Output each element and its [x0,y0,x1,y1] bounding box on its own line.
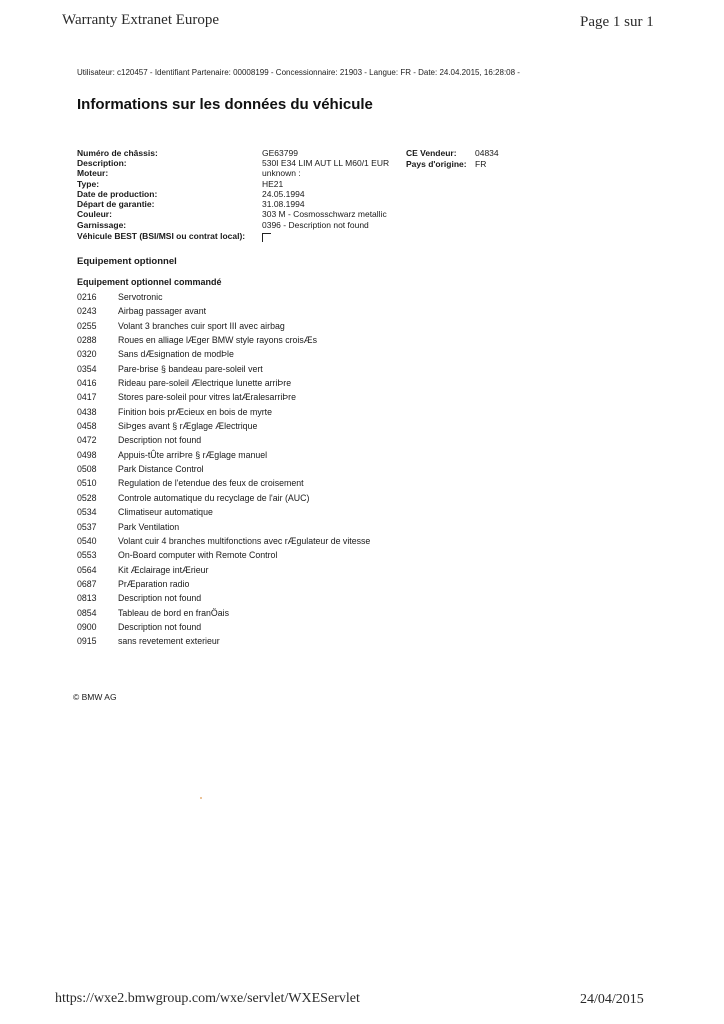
option-description: Description not found [118,435,202,446]
ce-vendeur-value: 04834 [475,148,499,158]
option-description: Servotronic [118,292,163,302]
upholstery-value: 0396 - Description not found [262,220,369,230]
list-item [77,634,370,648]
list-item [77,347,370,361]
list-item [77,577,370,591]
list-item [77,304,370,318]
color-label: Couleur: [77,209,112,219]
best-vehicle-label: Véhicule BEST (BSI/MSI ou contrat local): [77,231,246,241]
option-code: 0438 [77,406,97,417]
warranty-start-value: 31.08.1994 [262,199,305,209]
option-code: 0288 [77,335,97,346]
option-code: 0255 [77,320,97,331]
list-item [77,390,370,404]
option-code: 0537 [77,521,97,532]
production-date-label: Date de production: [77,189,158,199]
production-date-value: 24.05.1994 [262,189,305,199]
option-code: 0508 [77,464,97,475]
option-code: 0813 [77,593,97,604]
options-ordered-subtitle: Equipement optionnel commandé [77,277,222,287]
option-description: Appuis-tÛte arriÞre § rÆglage manuel [118,449,268,460]
copyright-notice: © BMW AG [73,692,117,702]
option-code: 0900 [77,621,97,632]
header-page-number: Page 1 sur 1 [580,14,654,30]
upholstery-label: Garnissage: [77,220,127,230]
list-item [77,333,370,347]
option-description: Kit Æclairage intÆrieur [118,564,209,575]
option-code: 0354 [77,363,97,374]
footer-date: 24/04/2015 [580,992,644,1007]
option-description: On-Board computer with Remote Control [118,550,278,561]
list-item [77,476,370,490]
option-code: 0498 [77,449,97,460]
option-description: sans revetement exterieur [118,636,220,647]
list-item [77,534,370,548]
option-description: Roues en alliage lÆger BMW style rayons croisÆs [118,335,317,346]
option-description: Rideau pare-soleil Ælectrique lunette arriÞre [118,378,292,389]
option-code: 0564 [77,564,97,575]
list-item [77,290,370,304]
option-description: Airbag passager avant [118,306,207,317]
list-item [77,520,370,534]
scan-speck [200,797,202,799]
country-of-origin-value: FR [475,159,487,169]
option-description: Volant 3 branches cuir sport III avec airbag [118,320,285,331]
option-code: 0528 [77,492,97,503]
list-item [77,563,370,577]
list-item [77,405,370,419]
user-info-line: Utilisateur: c120457 - Identifiant Partenaire: 00008199 - Concessionnaire: 21903 - Langue: FR - Date: 24.04.2015, 16:28:08 - [77,68,520,77]
option-code: 0472 [77,435,97,446]
list-item [77,419,370,433]
option-description: Finition bois prÆcieux en bois de myrte [118,406,273,417]
header-app-title: Warranty Extranet Europe [62,12,220,28]
options-list [77,290,370,649]
list-item [77,462,370,476]
list-item [77,319,370,333]
list-item [77,548,370,562]
options-section-title: Equipement optionnel [77,256,177,267]
option-description: Controle automatique du recyclage de l'air (AUC) [118,492,310,503]
option-code: 0915 [77,636,97,647]
option-code: 0854 [77,607,97,618]
engine-label: Moteur: [77,168,109,178]
option-description: Description not found [118,593,202,604]
ce-vendeur-label: CE Vendeur: [406,148,457,158]
option-code: 0510 [77,478,97,489]
option-code: 0416 [77,378,97,389]
option-code: 0417 [77,392,97,403]
country-of-origin-label: Pays d'origine: [406,159,467,169]
list-item [77,376,370,390]
color-value: 303 M - Cosmosschwarz metallic [262,209,387,219]
option-description: Park Distance Control [118,464,204,475]
option-code: 0320 [77,349,97,360]
option-code: 0540 [77,535,97,546]
option-description: Park Ventilation [118,521,180,532]
list-item [77,591,370,605]
list-item [77,606,370,620]
option-description: Description not found [118,621,202,632]
option-description: Pare-brise § bandeau pare-soleil vert [118,363,263,374]
option-code: 0243 [77,306,97,317]
description-value: 530I E34 LIM AUT LL M60/1 EUR [262,158,390,168]
chassis-value: GE63799 [262,148,298,158]
option-code: 0687 [77,578,97,589]
option-code: 0553 [77,550,97,561]
option-description: Regulation de l'etendue des feux de croisement [118,478,304,489]
page-title: Informations sur les données du véhicule [77,96,373,113]
list-item [77,491,370,505]
list-item [77,433,370,447]
list-item [77,505,370,519]
option-description: SiÞges avant § rÆglage Ælectrique [118,421,258,432]
option-code: 0216 [77,292,97,302]
engine-value: unknown : [262,168,301,178]
list-item [77,448,370,462]
option-description: PrÆparation radio [118,578,190,589]
option-description: Sans dÆsignation de modÞle [118,349,234,360]
warranty-start-label: Départ de garantie: [77,199,155,209]
option-description: Tableau de bord en franÖais [118,607,230,618]
option-description: Climatiseur automatique [118,507,213,518]
description-label: Description: [77,158,127,168]
chassis-label: Numéro de châssis: [77,148,158,158]
type-label: Type: [77,179,100,189]
type-value: HE21 [262,179,284,189]
option-code: 0534 [77,507,97,518]
list-item [77,362,370,376]
footer-url: https://wxe2.bmwgroup.com/wxe/servlet/WXEServlet [55,991,360,1006]
option-code: 0458 [77,421,97,432]
option-description: Volant cuir 4 branches multifonctions avec rÆgulateur de vitesse [118,535,371,546]
list-item [77,620,370,634]
best-vehicle-checkbox[interactable] [262,233,271,242]
option-description: Stores pare-soleil pour vitres latÆralesarriÞre [118,392,296,403]
